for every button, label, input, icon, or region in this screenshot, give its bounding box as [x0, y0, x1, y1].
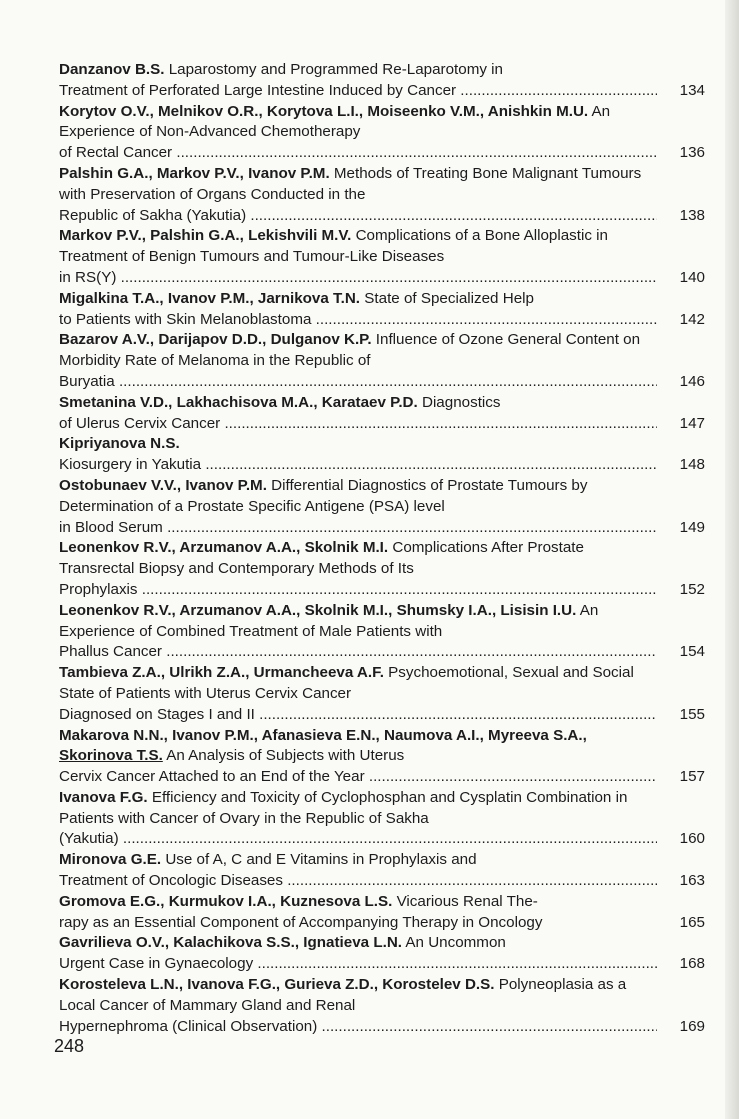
toc-entry-title-end: Cervix Cancer Attached to an End of the Year ..... [59, 767, 657, 788]
toc-entry-page: 169 [679, 1017, 705, 1035]
toc-entry [59, 476, 719, 538]
toc-entry-authors: Ostobunaev V.V., Ivanov P.M. [59, 476, 267, 494]
toc-entry-page: 168 [679, 955, 705, 973]
toc-entry-authors: Bazarov A.V., Darijapov D.D., Dulganov K.P. [59, 331, 372, 349]
toc-entry [59, 788, 719, 850]
toc-entry-title-end: rapy as an Essential Component of Accompanying Therapy in Oncology [59, 913, 543, 931]
toc-entry-page: 138 [679, 206, 705, 224]
toc-entry-page: 148 [679, 456, 705, 474]
toc-entry-title: Diagnostics [417, 393, 501, 411]
toc-entry [59, 434, 719, 476]
toc-entry-page: 152 [679, 580, 705, 598]
toc-entry [59, 538, 719, 600]
toc-entry [59, 601, 719, 663]
toc-entry-page: 146 [679, 372, 705, 390]
toc-entry [59, 663, 719, 725]
toc-entry-title: Methods of Treating Bone Malignant Tumours with Preservation of Organs Conducted in the [59, 164, 642, 203]
toc-entry-title-end: Treatment of Perforated Large Intestine Induced by Cancer ..... [59, 81, 657, 102]
toc-entry [59, 892, 719, 934]
toc-entry-title: An Experience of Combined Treatment of Male Patients with [59, 601, 599, 640]
toc-entry-title-end: Republic of Sakha (Yakutia) ..... [59, 206, 657, 227]
toc-entry-page: 155 [679, 705, 705, 723]
toc-entry-title: An Experience of Non-Advanced Chemotherapy [59, 102, 611, 141]
toc-entry-title-end: Phallus Cancer ..... [59, 642, 657, 663]
toc-entry-title: Psychoemotional, Sexual and Social State of Patients with Uterus Cervix Cancer [59, 664, 634, 702]
toc-entry-title: An Uncommon [402, 934, 506, 952]
toc-entry-authors: Smetanina V.D., Lakhachisova M.A., Karataev P.D. [59, 393, 418, 411]
toc-entry-page: 165 [679, 913, 705, 931]
toc-entry [59, 726, 719, 788]
toc-entry [59, 60, 719, 102]
toc-entry-title: Differential Diagnostics of Prostate Tumours by Determination of a Prostate Specific Antigene (PSA) level [59, 476, 588, 515]
toc-entry [59, 850, 719, 892]
toc-entry-title: Complications After Prostate Transrectal Biopsy and Contemporary Methods of Its [59, 539, 584, 578]
toc-entry-authors: Danzanov B.S. [59, 61, 165, 78]
toc-entry-page: 157 [679, 768, 705, 786]
toc-entry-authors: Tambieva Z.A., Ulrikh Z.A., Urmancheeva A.F. [59, 664, 384, 682]
toc-entry-authors: Migalkina T.A., Ivanov P.M., Jarnikova T.N. [59, 289, 361, 307]
toc-entry-title: An Analysis of Subjects with Uterus [162, 747, 405, 765]
toc-entry-title-end: Prophylaxis ..... [59, 580, 657, 601]
toc-entry-page: 149 [679, 518, 705, 536]
toc-entry-title-end: to Patients with Skin Melanoblastoma ..... [59, 310, 657, 331]
toc-entry-page: 147 [679, 414, 705, 432]
toc-entry-title-end: of Ulerus Cervix Cancer ..... [59, 414, 657, 435]
toc-entry-title: Complications of a Bone Alloplastic in Treatment of Benign Tumours and Tumour-Like Diseases [59, 227, 608, 266]
toc-entry-title-end: (Yakutia) ..... [59, 829, 657, 850]
page-edge-shadow [725, 0, 739, 1119]
toc-entry-page: 163 [679, 872, 705, 890]
toc-entry-title: Influence of Ozone General Content on Morbidity Rate of Melanoma in the Republic of [59, 331, 641, 370]
toc-entry-page: 140 [679, 268, 705, 286]
table-of-contents [59, 60, 719, 1037]
toc-entry [59, 289, 719, 331]
toc-entry-title: Vicarious Renal The- [392, 892, 538, 910]
toc-entry-authors: Gromova E.G., Kurmukov I.A., Kuznesova L.S. [59, 892, 393, 910]
toc-entry-title-end: Buryatia ..... [59, 372, 657, 393]
toc-entry [59, 975, 719, 1037]
toc-entry-authors: Mironova G.E. [59, 851, 162, 869]
toc-entry-page: 134 [679, 81, 705, 99]
toc-entry-title: Efficiency and Toxicity of Cyclophosphan and Cysplatin Combination in Patients with Cancer of Ovary in the Republic of Sakha [59, 788, 628, 827]
toc-entry [59, 330, 719, 392]
toc-entry-page: 136 [679, 144, 705, 162]
toc-entry-title-end: Kiosurgery in Yakutia ..... [59, 455, 657, 476]
toc-entry-title: Laparostomy and Programmed Re-Laparotomy in [164, 61, 504, 78]
toc-entry-title: Use of A, C and E Vitamins in Prophylaxis and [161, 851, 477, 869]
toc-entry-authors-underlined: Skorinova T.S. [59, 747, 163, 765]
toc-entry [59, 393, 719, 435]
toc-entry [59, 102, 719, 164]
toc-entry-title-end: Urgent Case in Gynaecology ..... [59, 954, 657, 975]
toc-entry-title-end: Treatment of Oncologic Diseases ..... [59, 871, 657, 892]
toc-entry-page: 142 [679, 310, 705, 328]
toc-entry [59, 164, 719, 226]
toc-entry-authors: Leonenkov R.V., Arzumanov A.A., Skolnik M.I., Shumsky I.A., Lisisin I.U. [59, 601, 577, 619]
toc-entry-page: 160 [679, 830, 705, 848]
toc-entry-title-end: in RS(Y) ..... [59, 268, 657, 289]
toc-entry-authors: Markov P.V., Palshin G.A., Lekishvili M.V. [59, 227, 352, 245]
toc-entry-authors: Gavrilieva O.V., Kalachikova S.S., Ignatieva L.N. [59, 934, 403, 952]
page-number: 248 [54, 1036, 85, 1056]
toc-entry-title-end: Diagnosed on Stages I and II ..... [59, 705, 657, 726]
toc-entry-authors: Kipriyanova N.S. [59, 435, 180, 453]
toc-entry-title: State of Specialized Help [360, 289, 534, 307]
toc-entry-title-end: Hypernephroma (Clinical Observation) ..... [59, 1017, 657, 1038]
toc-entry-title: Polyneoplasia as a Local Cancer of Mammary Gland and Renal [59, 976, 627, 1014]
toc-entry [59, 933, 719, 975]
toc-entry-authors: Leonenkov R.V., Arzumanov A.A., Skolnik M.I. [59, 539, 389, 557]
toc-entry-authors: Palshin G.A., Markov P.V., Ivanov P.M. [59, 164, 330, 182]
toc-entry-authors: Ivanova F.G. [59, 788, 148, 806]
toc-entry-authors: Korosteleva L.N., Ivanova F.G., Gurieva Z.D., Korostelev D.S. [59, 976, 495, 994]
toc-entry-authors: Makarova N.N., Ivanov P.M., Afanasieva E.N., Naumova A.I., Myreeva S.A., [59, 726, 587, 744]
toc-entry-page: 154 [679, 643, 705, 661]
toc-entry-title-end: of Rectal Cancer ..... [59, 143, 657, 164]
toc-entry-authors: Korytov O.V., Melnikov O.R., Korytova L.I., Moiseenko V.M., Anishkin M.U. [59, 102, 589, 120]
toc-entry [59, 226, 719, 288]
toc-entry-title-end: in Blood Serum ..... [59, 518, 657, 539]
